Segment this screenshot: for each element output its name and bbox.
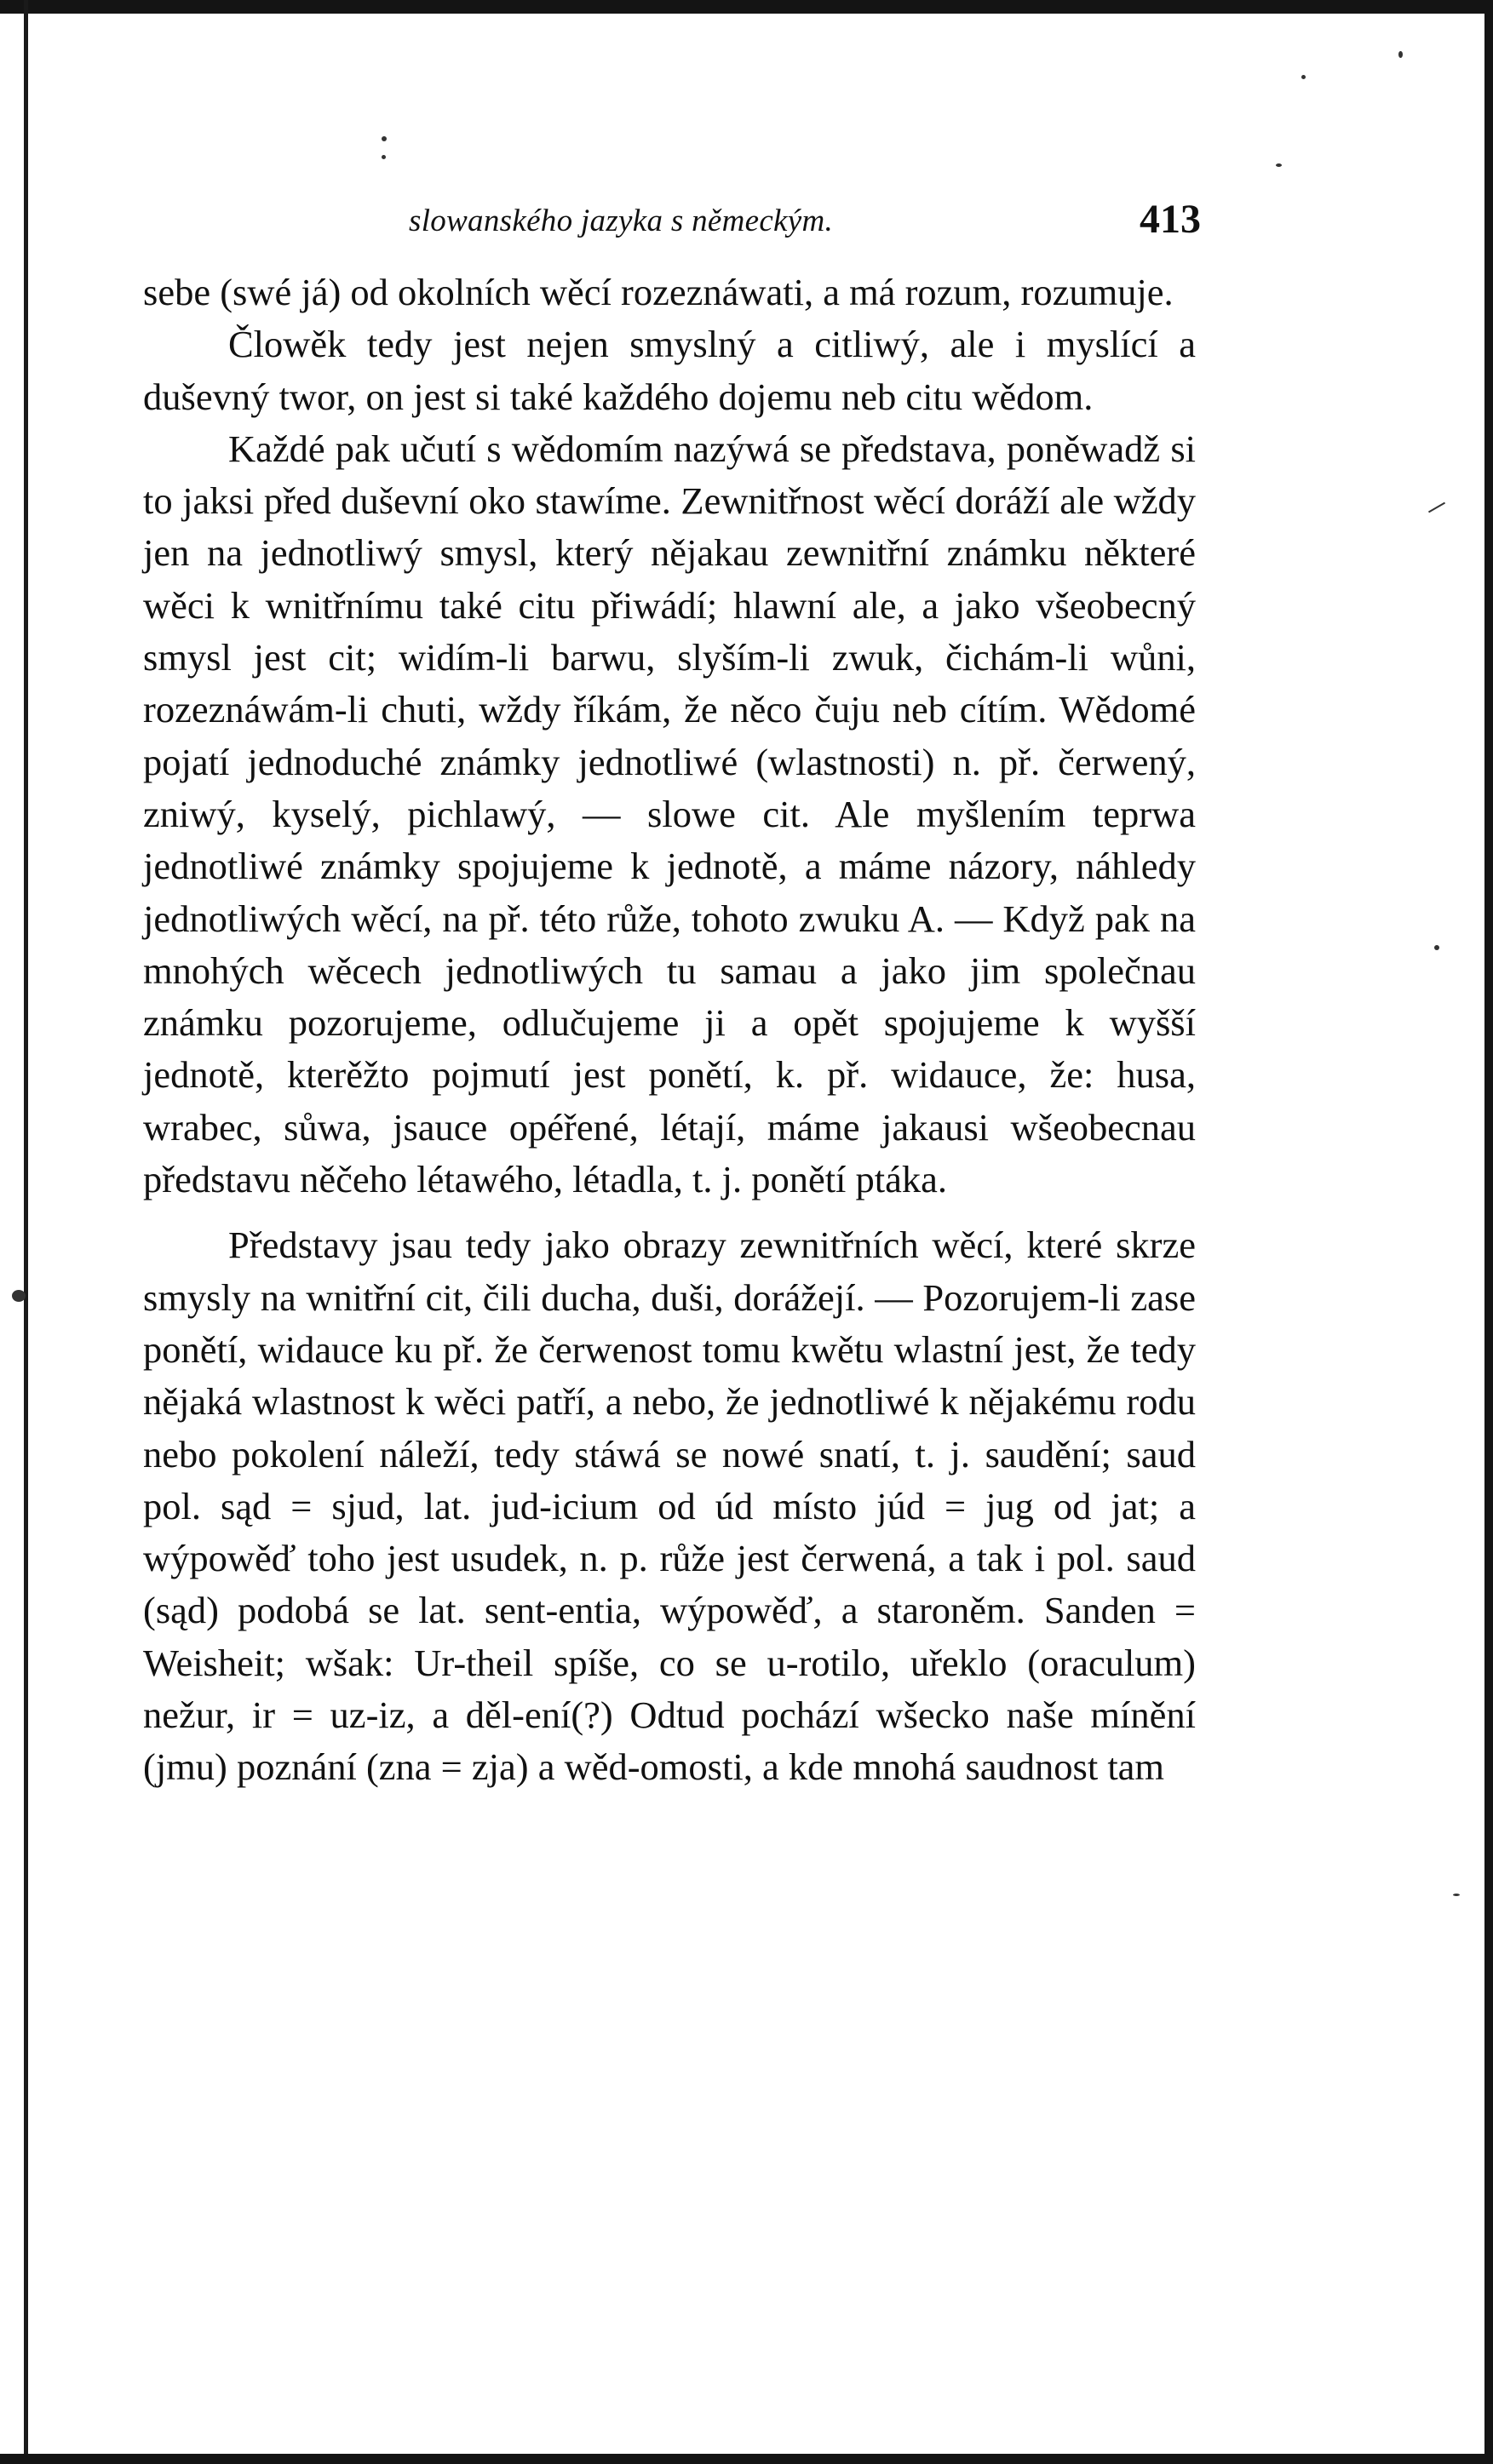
body-text xyxy=(143,266,1196,1794)
paragraph-2: Člowěk tedy jest nejen smyslný a citliwý, ale i myslící a duševný twor, on jest si také každého dojemu neb citu wědom. xyxy=(143,323,1196,418)
scan-border-bottom xyxy=(0,2454,1493,2464)
scan-border-left xyxy=(24,0,28,2464)
paragraph-4: Představy jsau tedy jako obrazy zewnitřních wěcí, které skrze smysly na wnitřní cit, čili ducha, duši, dorážejí. — Pozorujem-li zase ponětí, widauce ku př. že čerwenost tomu kwětu wlastní jest, že tedy nějaká wlastnost k wěci patří, a nebo, že jednotliwé k nějakému rodu nebo pokolení náleží, tedy stáwá se nowé snatí, t. j. saudění; saud pol. sąd = sjud, lat. jud-icium od úd místo júd = jug od jat; a wýpowěď toho jest usudek, n. p. růže jest čerwená, a tak i pol. saud (sąd) podobá se lat. sent-entia, wýpowěď, a staroněm. Sanden = Weisheit; wšak: Ur-theil spíše, co se u-rotilo, uřeklo (oraculum) nežur, ir = uz-iz, a děl-ení(?) Odtud pochází wšecko naše mínění (jmu) poznání (zna = zja) a wěd-omosti, a kde mnohá saudnost tam xyxy=(143,1223,1196,1789)
running-header xyxy=(136,192,1201,252)
paragraph-1: sebe (swé já) od okolních wěcí rozeznáwati, a má rozum, rozumuje. xyxy=(143,271,1174,313)
running-title: slowanského jazyka s německým. xyxy=(409,203,834,238)
scan-border-top xyxy=(0,0,1493,14)
page-number: 413 xyxy=(1140,197,1201,242)
scan-border-right xyxy=(1484,0,1493,2464)
paragraph-3: Každé pak učutí s wědomím nazýwá se představa, poněwadž si to jaksi před duševní oko stawíme. Zewnitřnost wěcí doráží ale wždy jen na jednotliwý smysl, který nějakau zewnitřní známku některé wěci k wnitřnímu také citu přiwádí; hlawní ale, a jako všeobecný smysl jest cit; widím-li barwu, slyším-li zwuk, čichám-li wůni, rozeznáwám-li chuti, wždy říkám, že něco čuju neb cítím. Wědomé pojatí jednoduché známky jednotliwé (wlastnosti) n. př. čerwený, zniwý, kyselý, pichlawý, — slowe cit. Ale myšlením teprwa jednotliwé známky spojujeme k jednotě, a máme názory, náhledy jednotliwých wěcí, na př. této růže, tohoto zwuku A. — Když pak na mnohých wěcech jednotliwých tu samau a jako jim společnau známku pozorujeme, odlučujeme ji a opět spojujeme k wyšší jednotě, kterěžto pojmutí jest ponětí, k. př. widauce, že: husa, wrabec, sůwa, jsauce opéřené, létají, máme jakausi wšeobecnau představu něčeho létawého, létadla, t. j. ponětí ptáka. xyxy=(143,427,1196,1201)
